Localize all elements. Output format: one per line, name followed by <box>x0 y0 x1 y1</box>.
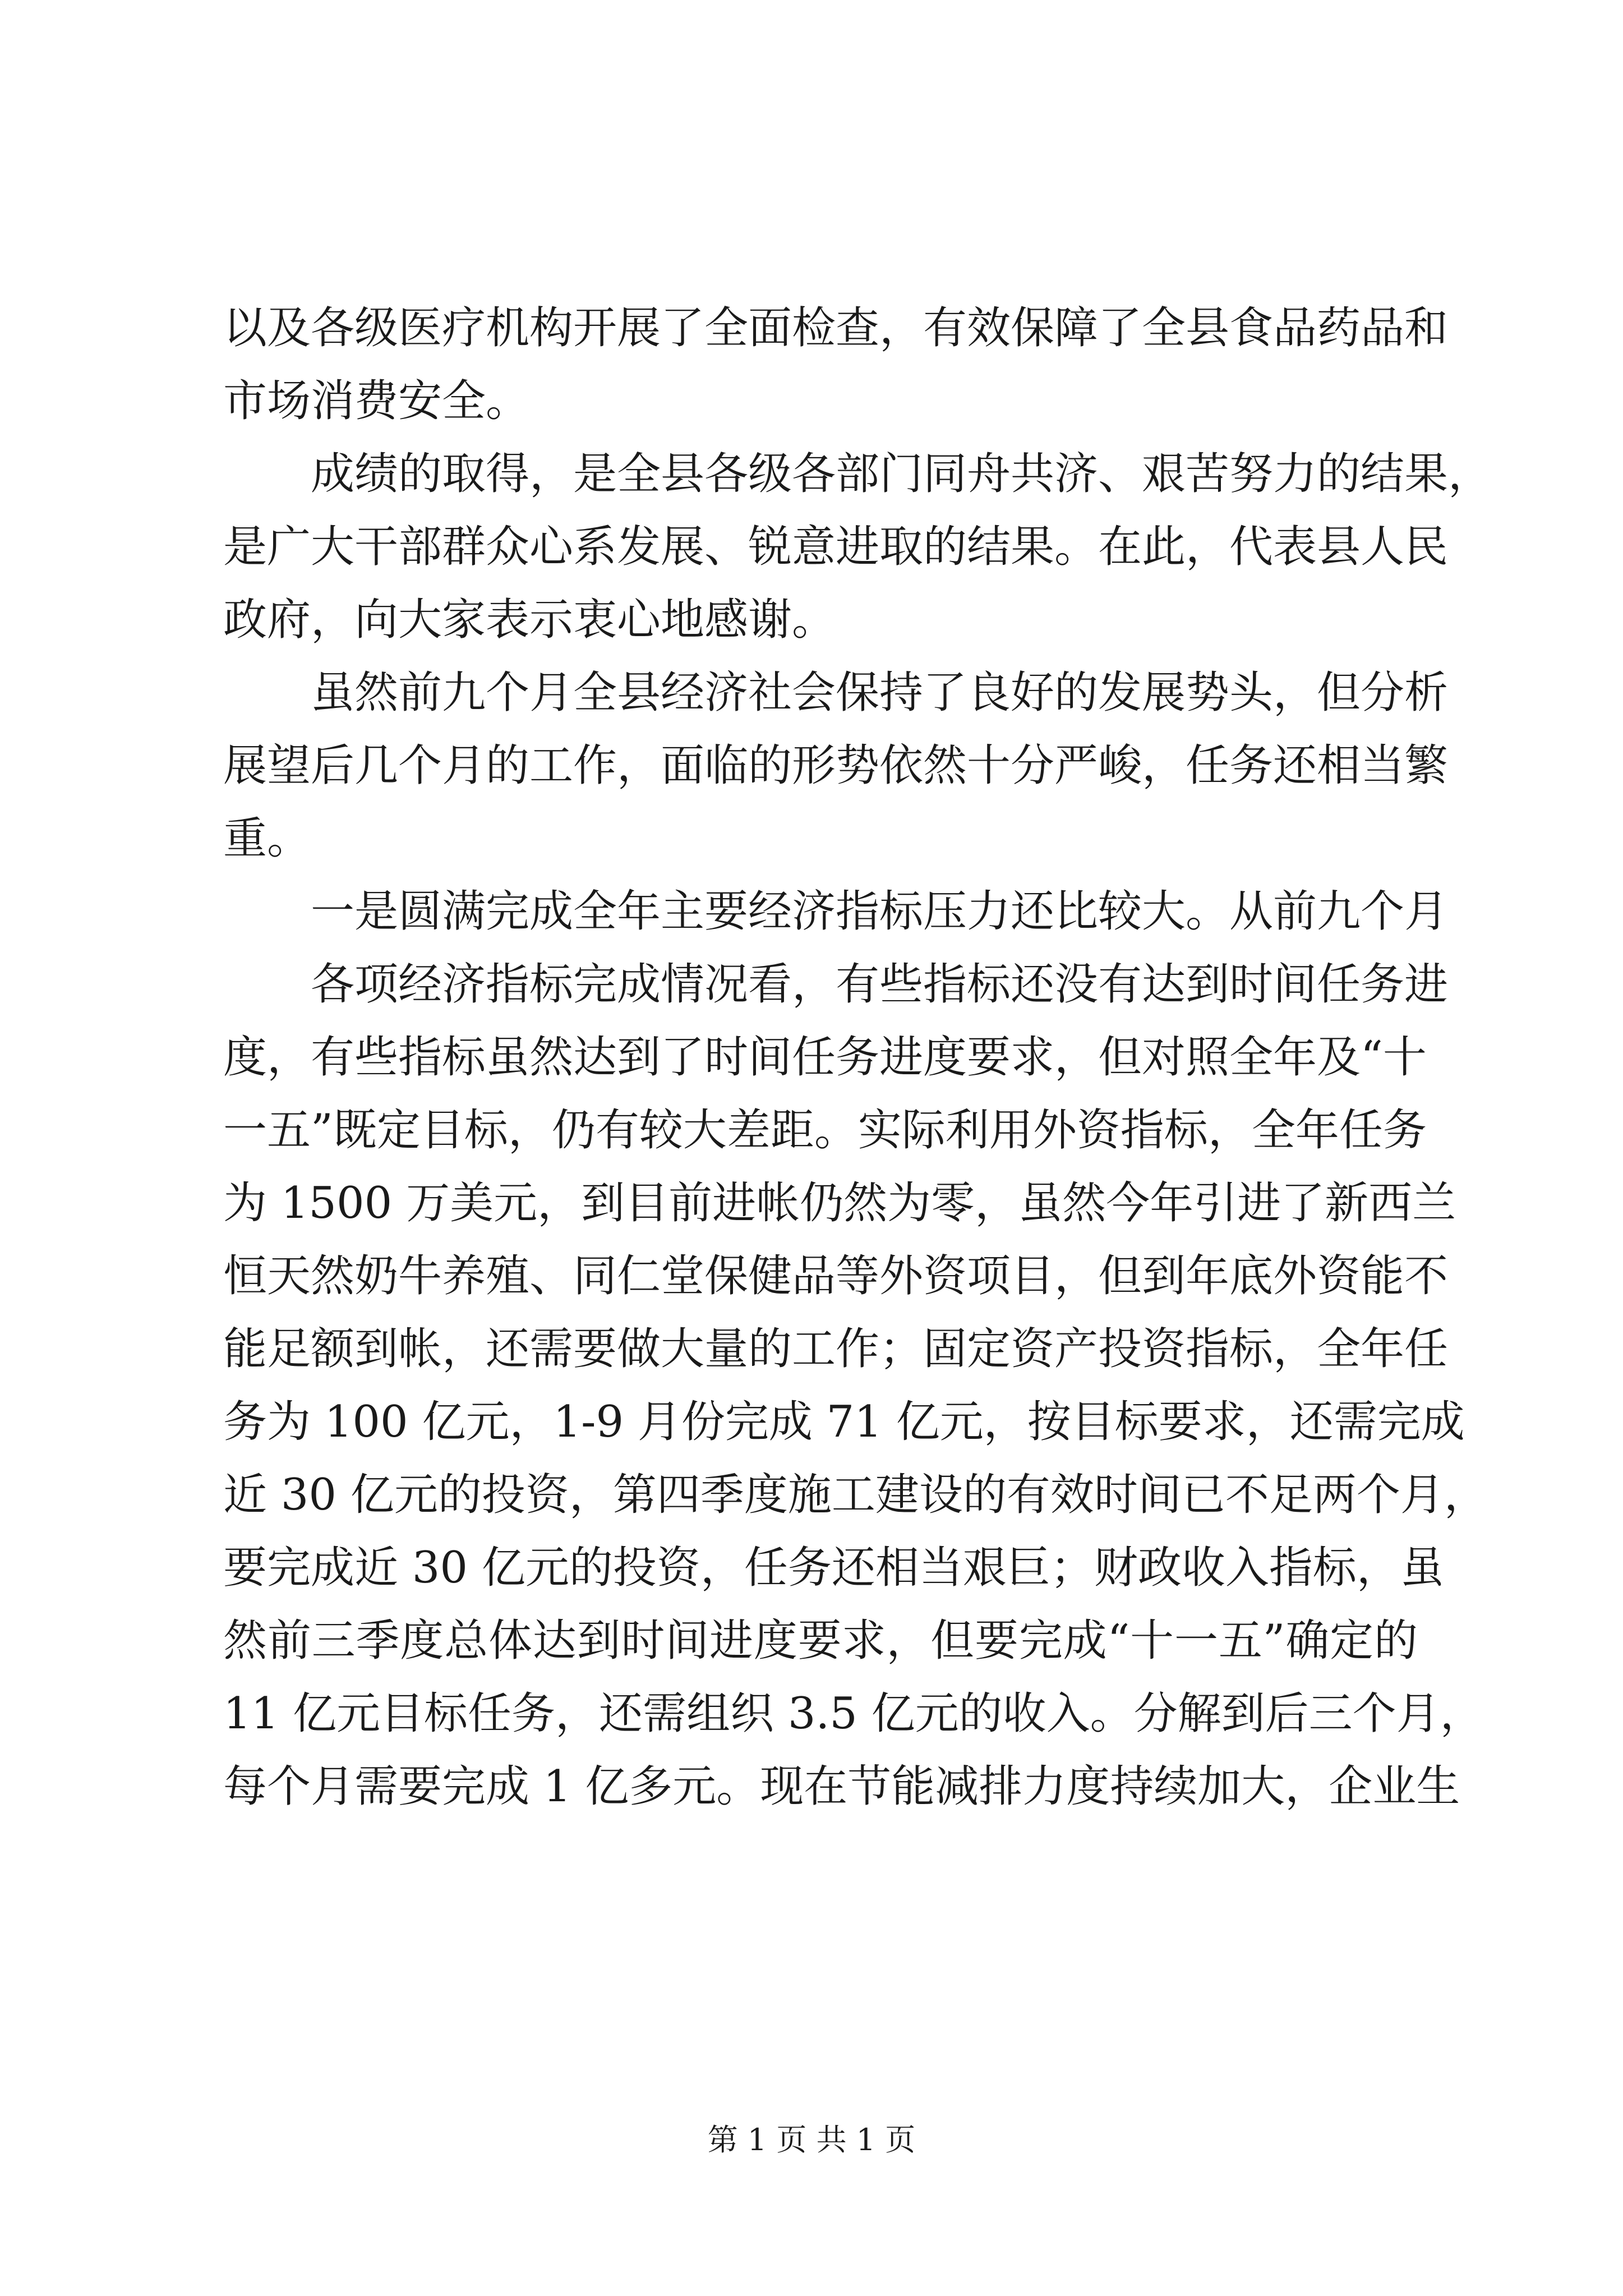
text-line: 市场消费安全。 <box>223 376 530 426</box>
text-line: 政府，向大家表示衷心地感谢。 <box>223 595 836 645</box>
text-line: 每个月需要完成 1 亿多元。现在节能减排力度持续加大，企业生 <box>223 1761 1460 1812</box>
text-line: 各项经济指标完成情况看，有些指标还没有达到时间任务进 <box>223 959 1449 1010</box>
text-line: 要完成近 30 亿元的投资，任务还相当艰巨；财政收入指标，虽 <box>223 1543 1444 1593</box>
text-line: 是广大干部群众心系发展、锐意进取的结果。在此，代表县人民 <box>223 522 1449 572</box>
page-footer: 第 1 页 共 1 页 <box>707 2122 916 2157</box>
text-line: 为 1500 万美元，到目前进帐仍然为零，虽然今年引进了新西兰 <box>223 1178 1456 1228</box>
text-line: 然前三季度总体达到时间进度要求，但要完成“十一五”确定的 <box>223 1616 1418 1666</box>
text-line: 一五”既定目标，仍有较大差距。实际利用外资指标，全年任务 <box>223 1105 1427 1156</box>
text-line: 近 30 亿元的投资，第四季度施工建设的有效时间已不足两个月， <box>223 1470 1488 1520</box>
text-line: 虽然前九个月全县经济社会保持了良好的发展势头，但分析 <box>223 668 1449 718</box>
text-line: 重。 <box>223 813 311 864</box>
text-line: 展望后几个月的工作，面临的形势依然十分严峻，任务还相当繁 <box>223 740 1449 791</box>
text-line: 能足额到帐，还需要做大量的工作；固定资产投资指标，全年任 <box>223 1324 1449 1374</box>
text-line: 11 亿元目标任务，还需组织 3.5 亿元的收入。分解到后三个月， <box>223 1688 1484 1739</box>
text-line: 以及各级医疗机构开展了全面检查，有效保障了全县食品药品和 <box>223 303 1449 353</box>
text-line: 务为 100 亿元，1-9 月份完成 71 亿元，按目标要求，还需完成 <box>223 1397 1465 1447</box>
text-line: 成绩的取得，是全县各级各部门同舟共济、艰苦努力的结果， <box>223 449 1492 499</box>
body-text <box>223 292 1492 1823</box>
text-line: 恒天然奶牛养殖、同仁堂保健品等外资项目，但到年底外资能不 <box>223 1251 1449 1301</box>
text-line: 度，有些指标虽然达到了时间任务进度要求，但对照全年及“十 <box>223 1032 1427 1083</box>
text-line: 一是圆满完成全年主要经济指标压力还比较大。从前九个月 <box>223 886 1449 937</box>
